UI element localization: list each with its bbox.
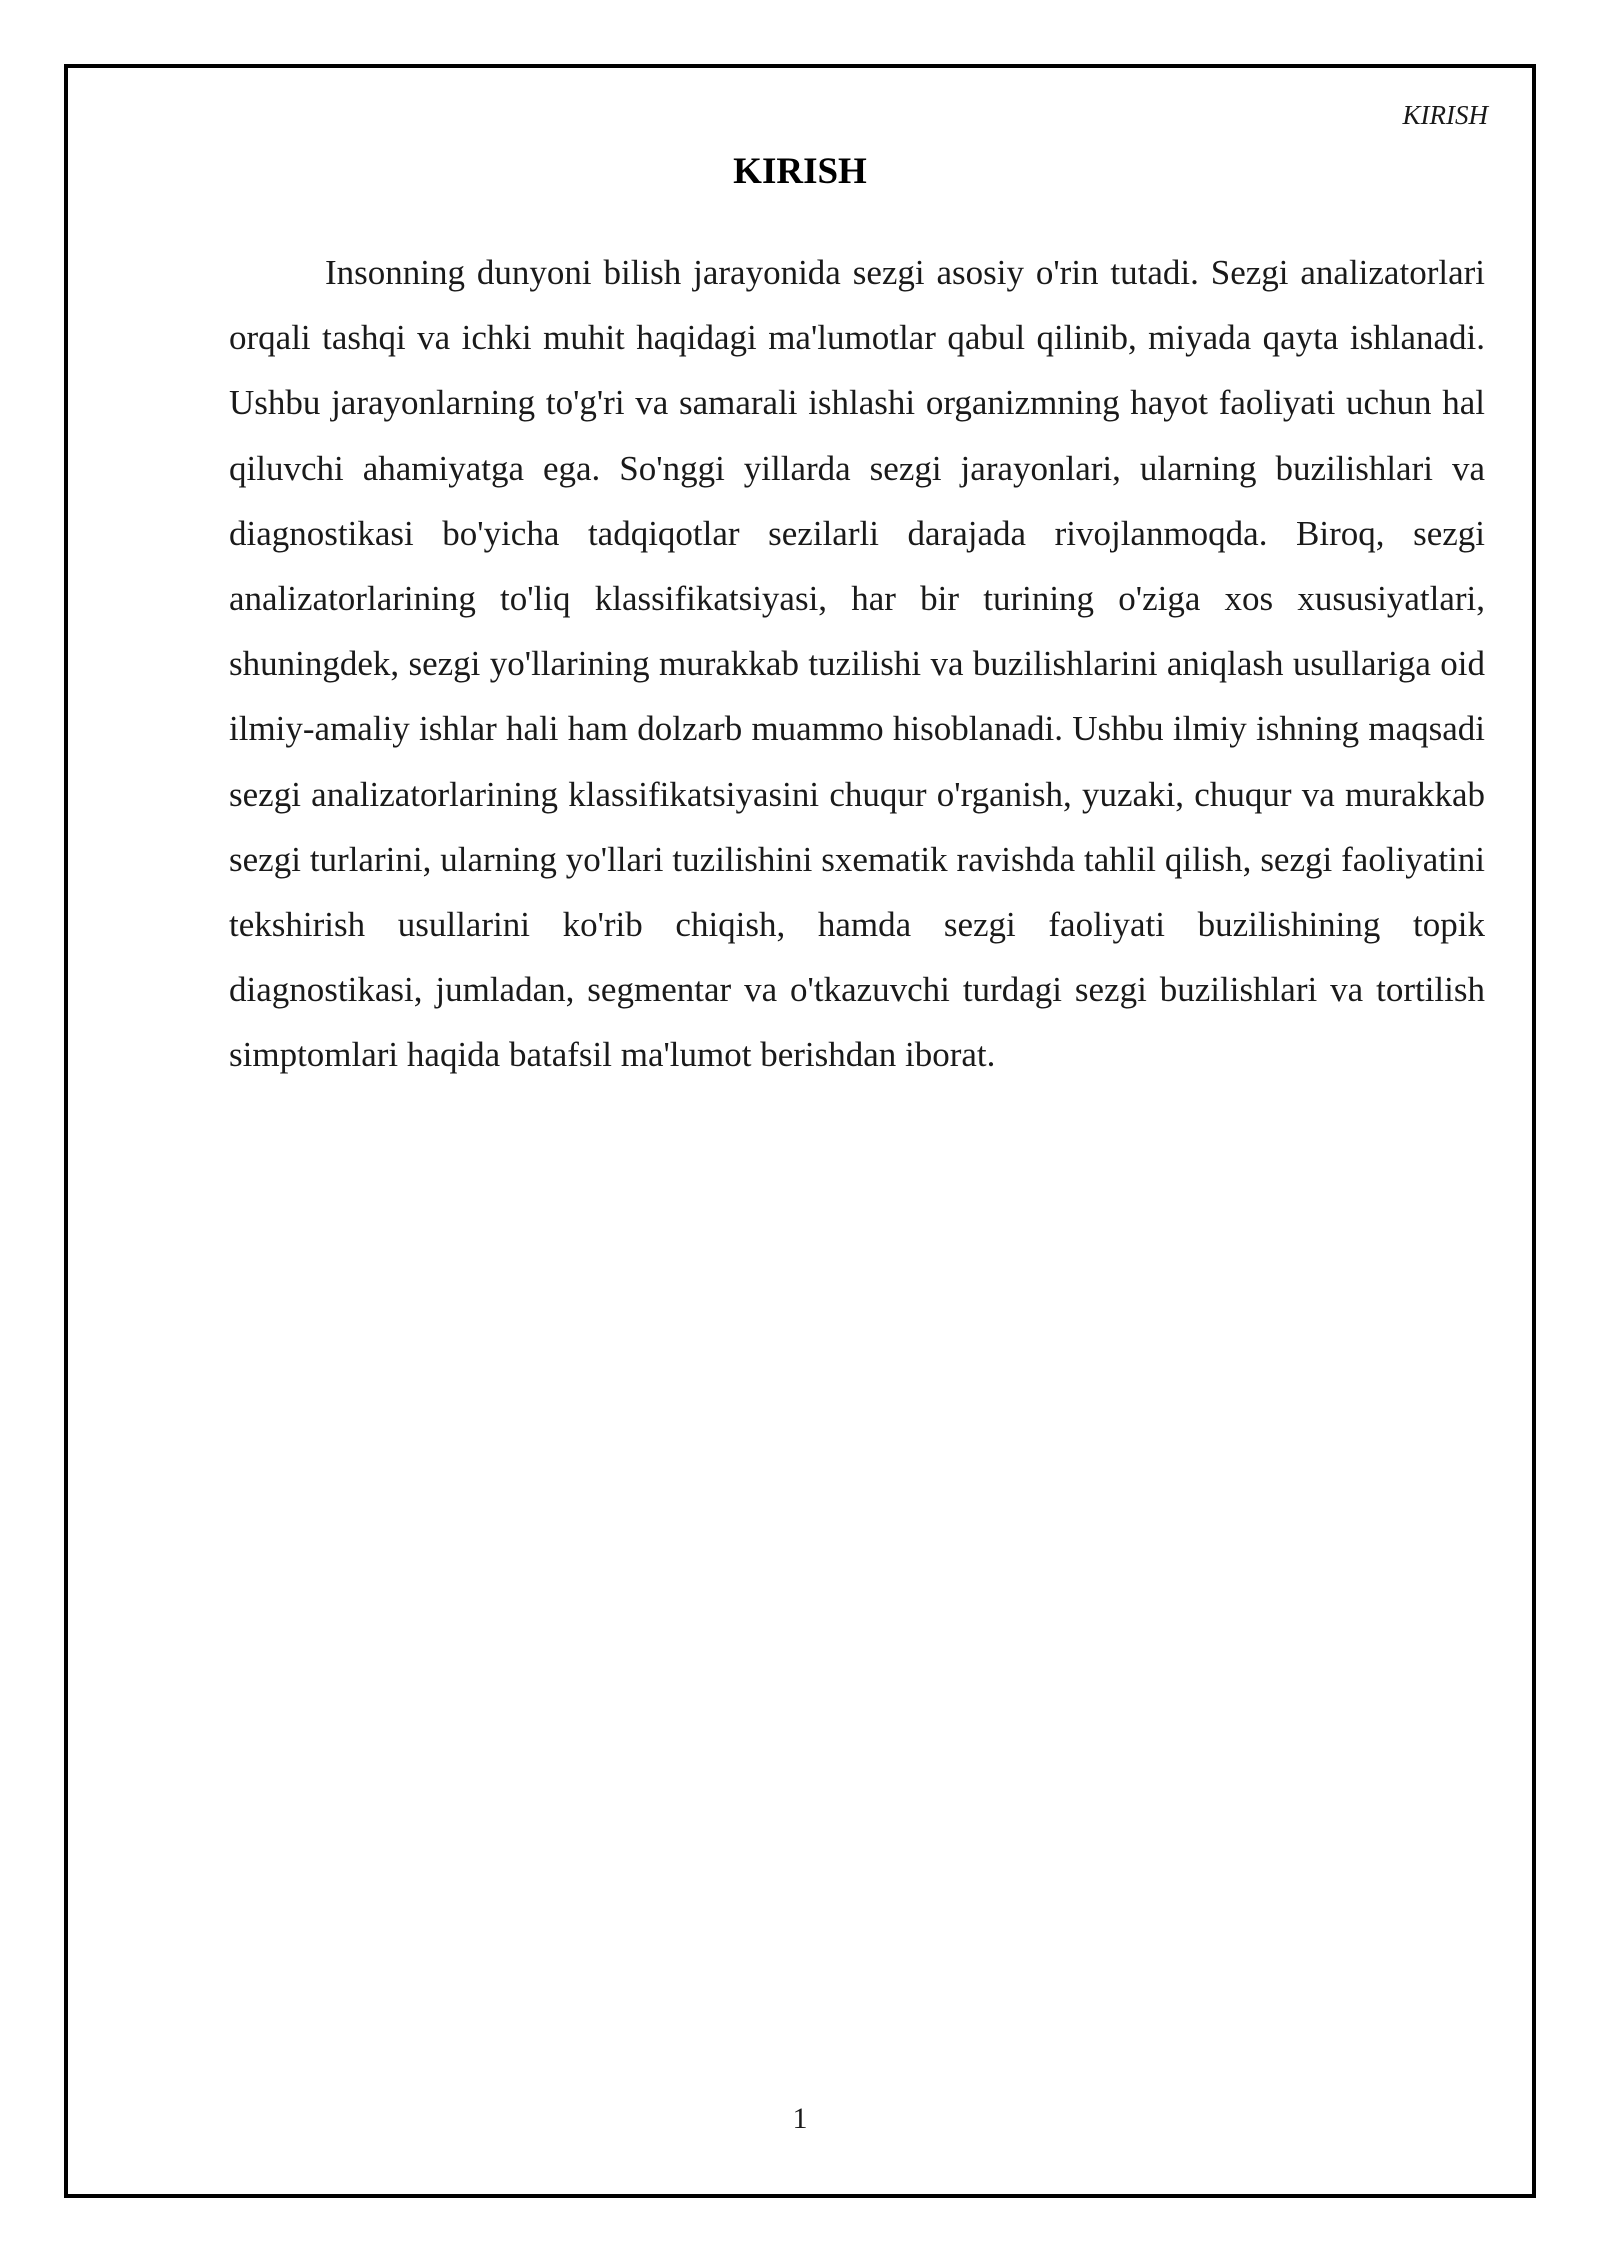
running-header: KIRISH (1402, 100, 1488, 130)
body-paragraph: Insonning dunyoni bilish jarayonida sezgi asosiy o'rin tutadi. Sezgi analizatorlari orqali tashqi va ichki muhit haqidagi ma'lumotlar qabul qilinib, miyada qayta ishlanadi. Ushbu jarayonlarning to'g'ri va samarali ishlashi organizmning hayot faoliyati uchun hal qiluvchi ahamiyatga ega. So'nggi yillarda sezgi jarayonlari, ularning buzilishlari va diagnostikasi bo'yicha tadqiqotlar sezilarli darajada rivojlanmoqda. Biroq, sezgi analizatorlarining to'liq klassifikatsiyasi, har bir turining o'ziga xos xususiyatlari, shuningdek, sezgi yo'llarining murakkab tuzilishi va buzilishlarini aniqlash usullariga oid ilmiy-amaliy ishlar hali ham dolzarb muammo hisoblanadi. Ushbu ilmiy ishning maqsadi sezgi analizatorlarining klassifikatsiyasini chuqur o'rganish, yuzaki, chuqur va murakkab sezgi turlarini, ularning yo'llari tuzilishini sxematik ravishda tahlil qilish, sezgi faoliyatini tekshirish usullarini ko'rib chiqish, hamda sezgi faoliyati buzilishining topik diagnostikasi, jumladan, segmentar va o'tkazuvchi turdagi sezgi buzilishlari va tortilish simptomlari haqida batafsil ma'lumot berishdan iborat. (229, 253, 1485, 1075)
page-title: KIRISH (733, 151, 867, 192)
page-number: 1 (792, 2102, 808, 2135)
